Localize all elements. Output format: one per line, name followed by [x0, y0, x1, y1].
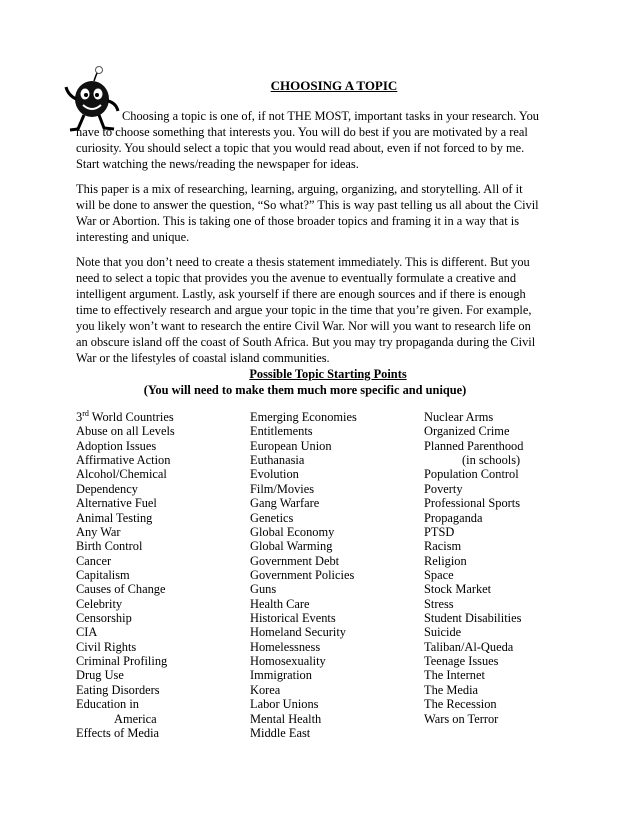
list-item: Alternative Fuel [76, 496, 157, 511]
list-item: Guns [250, 582, 277, 597]
list-subheading: (You will need to make them much more specific and unique) [143, 383, 467, 397]
list-item: Global Warming [250, 539, 333, 554]
list-item: Birth Control [76, 539, 143, 554]
list-item: Religion [424, 553, 467, 568]
list-item: Nuclear Arms [424, 410, 494, 424]
list-item: Korea [250, 682, 281, 697]
list-item: The Media [424, 682, 479, 697]
topic-column-3 [424, 410, 523, 726]
list-heading: Possible Topic Starting Points [249, 367, 407, 381]
list-item: Homelessness [250, 639, 321, 654]
list-item: Entitlements [250, 424, 313, 439]
list-item: Labor Unions [250, 697, 319, 712]
list-item: Professional Sports [424, 496, 521, 511]
list-item: Government Debt [250, 553, 340, 568]
list-item: The Internet [424, 668, 485, 683]
list-item: Celebrity [76, 596, 123, 611]
paper-description-paragraph: This paper is a mix of researching, learning, arguing, organizing, and storytelling. All of it will be done to answer the question, “So what?” This is way past telling us all about the Civil War or Abortion. This is taking one of those broader topics and framing it in a way that is interesting and unique. [76, 182, 539, 244]
list-item: Stock Market [424, 582, 492, 597]
list-item: Genetics [250, 510, 294, 525]
list-item: Organized Crime [424, 424, 510, 439]
list-item: Civil Rights [76, 639, 137, 654]
list-item: Homeland Security [250, 625, 347, 640]
list-item: Capitalism [76, 567, 130, 582]
list-item: Space [424, 567, 454, 582]
list-item: Evolution [250, 467, 299, 482]
list-item: Taliban/Al-Queda [424, 639, 514, 654]
list-item: Student Disabilities [424, 611, 522, 626]
list-item: Homosexuality [250, 654, 326, 669]
list-item: European Union [250, 438, 332, 453]
list-item: Euthanasia [250, 453, 305, 468]
list-item: Education in [76, 697, 139, 712]
list-item: Any War [76, 524, 121, 539]
list-item: Adoption Issues [76, 438, 157, 453]
thesis-note-paragraph: Note that you don’t need to create a thesis statement immediately. This is different. But you need to select a topic that provides you the avenue to eventually formulate a creative and intelligent argument. Lastly, ask yourself if there are enough sources and if there is enough time to effectively research and argue your topic in the time that you’re given. For example, you likely won’t want to research the entire Civil War. Nor will you want to research life on an obscure island off the coast of South Africa. But you may try propaganda during the Civil War or the lifestyles of coastal island communities. [76, 255, 536, 365]
list-item: Health Care [250, 596, 310, 611]
list-item: Historical Events [250, 611, 336, 626]
list-item: America [114, 711, 157, 726]
list-item: Stress [424, 596, 454, 611]
list-item: Film/Movies [250, 481, 315, 496]
list-item: Dependency [76, 481, 138, 496]
list-item: Planned Parenthood [424, 438, 524, 453]
page-title: CHOOSING A TOPIC [270, 78, 398, 93]
list-item: Eating Disorders [76, 682, 160, 697]
list-item: (in schools) [462, 453, 521, 468]
list-item: Cancer [76, 553, 112, 568]
list-item: Population Control [424, 467, 519, 482]
list-item: Drug Use [76, 668, 124, 683]
list-item: CIA [76, 625, 98, 640]
list-item: Middle East [250, 725, 311, 740]
list-item: Government Policies [250, 567, 355, 582]
list-item: Censorship [76, 611, 132, 626]
list-item: Animal Testing [76, 510, 153, 525]
list-item: Teenage Issues [424, 654, 499, 669]
list-item: Emerging Economies [250, 410, 357, 424]
list-item: Suicide [424, 625, 462, 640]
list-item: Racism [424, 539, 462, 554]
list-item: Propaganda [424, 510, 483, 525]
list-item: Causes of Change [76, 582, 166, 597]
list-item: Mental Health [250, 711, 322, 726]
list-item: Affirmative Action [76, 453, 171, 468]
list-item: Wars on Terror [424, 711, 499, 726]
list-item: Criminal Profiling [76, 654, 168, 669]
list-item: Gang Warfare [250, 496, 320, 511]
list-item: Poverty [424, 481, 463, 496]
list-item: Global Economy [250, 524, 335, 539]
topic-column-2 [250, 410, 357, 740]
topic-column-1 [76, 410, 175, 740]
list-item: PTSD [424, 524, 455, 539]
list-item: Effects of Media [76, 725, 160, 740]
intro-paragraph: Choosing a topic is one of, if not THE MOST, important tasks in your research. You have to choose something that interests you. You will do best if you are motivated by a real curiosity. You should select a topic that you would read about, even if not forced to by me. Start watching the news/reading the newspaper for ideas. [76, 109, 539, 171]
list-item: Alcohol/Chemical [76, 467, 167, 482]
list-item: Immigration [250, 668, 312, 683]
list-item: 3rd World Countries [76, 408, 174, 424]
list-item: Abuse on all Levels [76, 424, 175, 439]
list-item: The Recession [424, 697, 497, 712]
